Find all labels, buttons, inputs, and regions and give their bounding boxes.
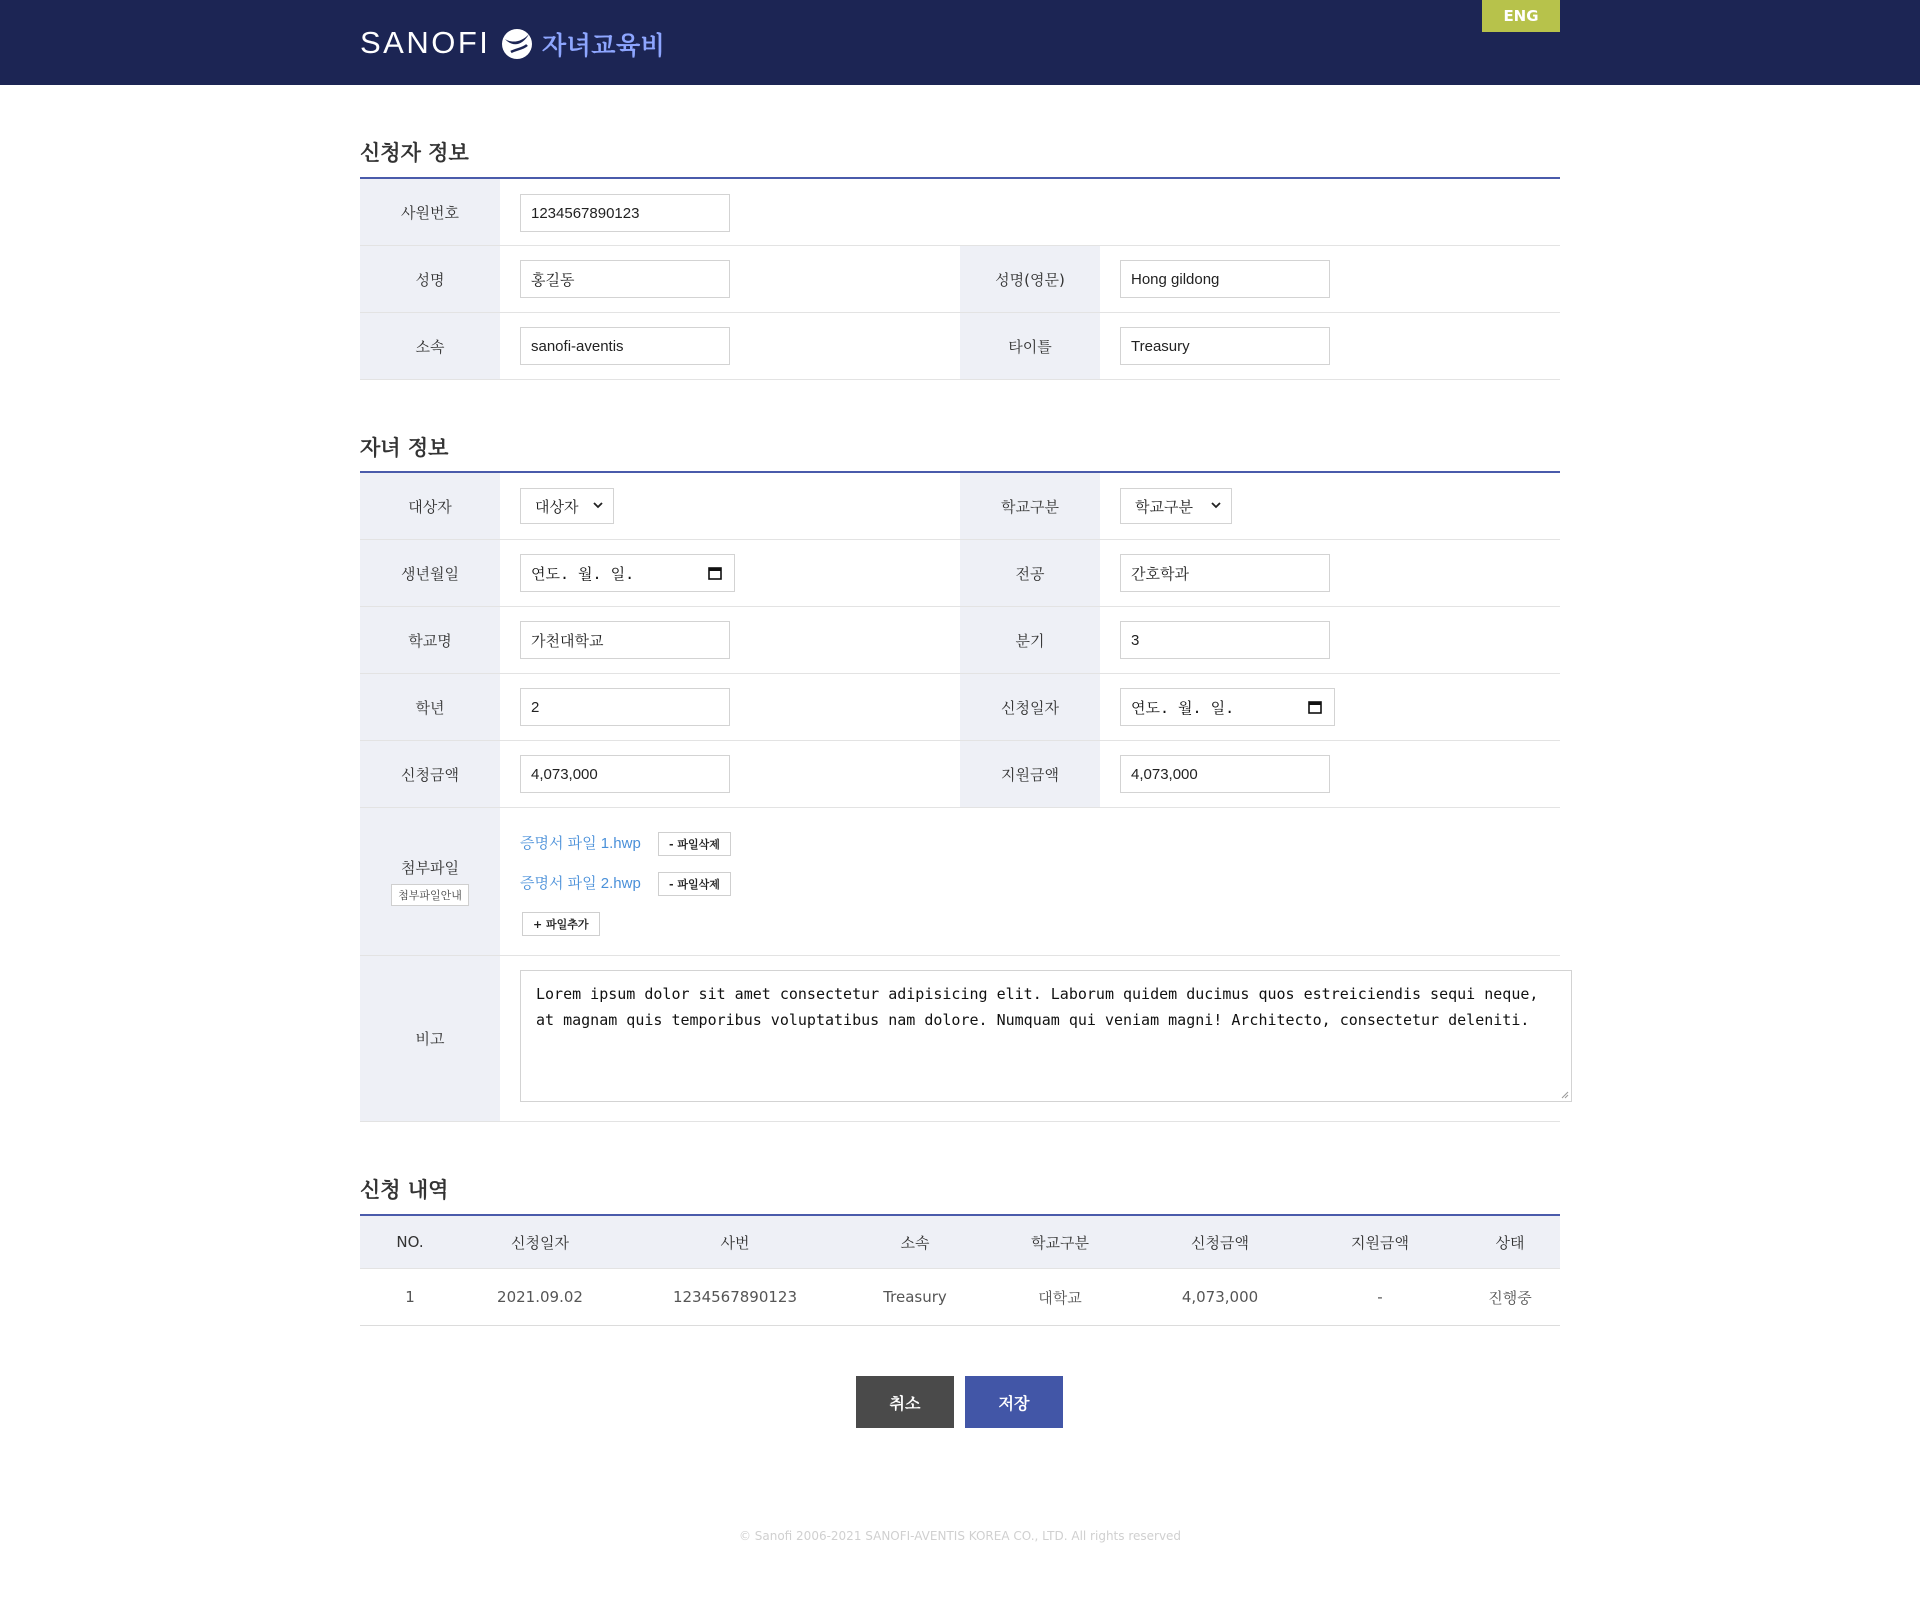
applicant-section-title: 신청자 정보 <box>360 141 469 165</box>
column-header: 소속 <box>900 1233 930 1252</box>
cancel-button[interactable]: 취소 <box>856 1376 954 1428</box>
cell-status: 진행중 <box>1488 1288 1532 1307</box>
target-label: 대상자 <box>360 473 500 539</box>
request-amount-label: 신청금액 <box>360 741 500 807</box>
cell-apply-date: 2021.09.02 <box>497 1288 583 1306</box>
column-header: 신청금액 <box>1191 1233 1249 1252</box>
column-header: 지원금액 <box>1351 1233 1409 1252</box>
memo-text: Lorem ipsum dolor sit amet consectetur adipisicing elit. Laborum quidem ducimus quos estreiciendis sequi neque, at magnam quis temporibus voluptatibus nam dolore. Numquam qui veniam magni! Architecto, consectetur deleniti. <box>536 985 1539 1029</box>
delete-file-button[interactable]: - 파일삭제 <box>658 872 731 896</box>
target-row <box>360 473 1560 540</box>
calendar-icon <box>1308 700 1322 714</box>
chevron-down-icon <box>1209 498 1223 512</box>
app-title: 자녀교육비 <box>542 31 666 60</box>
cell-school-type: 대학교 <box>1038 1288 1082 1307</box>
cell-request-amount: 4,073,000 <box>1181 1288 1259 1306</box>
major-label: 전공 <box>960 540 1100 606</box>
quarter-field[interactable]: 3 <box>1120 621 1330 659</box>
major-field[interactable]: 간호학과 <box>1120 554 1330 592</box>
school-type-select[interactable] <box>1120 488 1232 524</box>
school-name-field[interactable]: 가천대학교 <box>520 621 730 659</box>
save-button[interactable]: 저장 <box>965 1376 1063 1428</box>
request-amount-field[interactable]: 4,073,000 <box>520 755 730 793</box>
school-type-label: 학교구분 <box>960 473 1100 539</box>
footer-copyright: © Sanofi 2006-2021 SANOFI-AVENTIS KOREA CO., LTD. All rights reserved <box>738 1529 1182 1543</box>
history-table-header <box>360 1216 1560 1269</box>
support-amount-field[interactable]: 4,073,000 <box>1120 755 1330 793</box>
apply-date-label: 신청일자 <box>960 674 1100 740</box>
quarter-label: 분기 <box>960 607 1100 673</box>
dept-row <box>360 313 1560 380</box>
attached-file-link[interactable]: 증명서 파일 1.hwp <box>520 835 641 852</box>
grade-label: 학년 <box>360 674 500 740</box>
memo-textarea[interactable] <box>520 970 1572 1102</box>
grade-field[interactable]: 2 <box>520 688 730 726</box>
name-en-label: 성명(영문) <box>960 246 1100 312</box>
employee-no-field[interactable]: 1234567890123 <box>520 194 730 232</box>
grade-row <box>360 674 1560 741</box>
birth-row <box>360 540 1560 607</box>
memo-label: 비고 <box>360 956 500 1121</box>
logo-text: SANOFI <box>360 25 491 60</box>
sanofi-logo[interactable] <box>360 24 535 62</box>
birth-date-placeholder: 연도. 월. 일. <box>531 564 635 583</box>
job-title-label: 타이틀 <box>960 313 1100 379</box>
history-section-title: 신청 내역 <box>360 1178 449 1202</box>
cell-employee-no: 1234567890123 <box>672 1288 798 1306</box>
name-field[interactable]: 홍길동 <box>520 260 730 298</box>
attached-file-link[interactable]: 증명서 파일 2.hwp <box>520 875 641 892</box>
attachment-header <box>360 808 500 955</box>
calendar-icon <box>708 566 722 580</box>
cell-dept: Treasury <box>883 1288 947 1306</box>
school-name-label: 학교명 <box>360 607 500 673</box>
attachment-label: 첨부파일 <box>401 859 459 877</box>
employee-no-label: 사원번호 <box>360 179 500 245</box>
cell-support-amount: - <box>1377 1288 1383 1306</box>
apply-date-input[interactable] <box>1120 688 1335 726</box>
name-en-field[interactable]: Hong gildong <box>1120 260 1330 298</box>
column-header: 사번 <box>720 1233 750 1252</box>
support-amount-label: 지원금액 <box>960 741 1100 807</box>
applicant-form <box>360 177 1560 380</box>
dept-field[interactable]: sanofi-aventis <box>520 327 730 365</box>
birth-date-input[interactable] <box>520 554 735 592</box>
target-select-value: 대상자 <box>535 497 579 516</box>
attachment-guide-button[interactable]: 첨부파일안내 <box>391 884 469 906</box>
top-header <box>0 0 1920 85</box>
history-table <box>360 1214 1560 1326</box>
name-label: 성명 <box>360 246 500 312</box>
school-type-select-value: 학교구분 <box>1135 497 1193 516</box>
school-name-row <box>360 607 1560 674</box>
resize-grip-icon[interactable] <box>1559 1089 1569 1099</box>
name-row <box>360 246 1560 313</box>
dept-label: 소속 <box>360 313 500 379</box>
sanofi-bird-icon <box>499 25 535 61</box>
apply-date-placeholder: 연도. 월. 일. <box>1131 698 1235 717</box>
column-header: 학교구분 <box>1031 1233 1089 1252</box>
birth-label: 생년월일 <box>360 540 500 606</box>
column-header: NO. <box>396 1233 424 1251</box>
delete-file-button[interactable]: - 파일삭제 <box>658 832 731 856</box>
column-header: 신청일자 <box>511 1233 569 1252</box>
job-title-field[interactable]: Treasury <box>1120 327 1330 365</box>
column-header: 상태 <box>1495 1233 1525 1252</box>
target-select[interactable] <box>520 488 614 524</box>
memo-row <box>360 956 1560 1122</box>
cell-no: 1 <box>405 1288 415 1306</box>
child-form <box>360 471 1560 1122</box>
chevron-down-icon <box>591 498 605 512</box>
amount-row <box>360 741 1560 808</box>
add-file-button[interactable]: + 파일추가 <box>522 912 600 936</box>
language-toggle-button[interactable]: ENG <box>1482 0 1560 32</box>
attachment-row <box>360 808 1560 956</box>
child-section-title: 자녀 정보 <box>360 436 449 460</box>
table-row[interactable] <box>360 1269 1560 1326</box>
employee-no-row <box>360 179 1560 246</box>
